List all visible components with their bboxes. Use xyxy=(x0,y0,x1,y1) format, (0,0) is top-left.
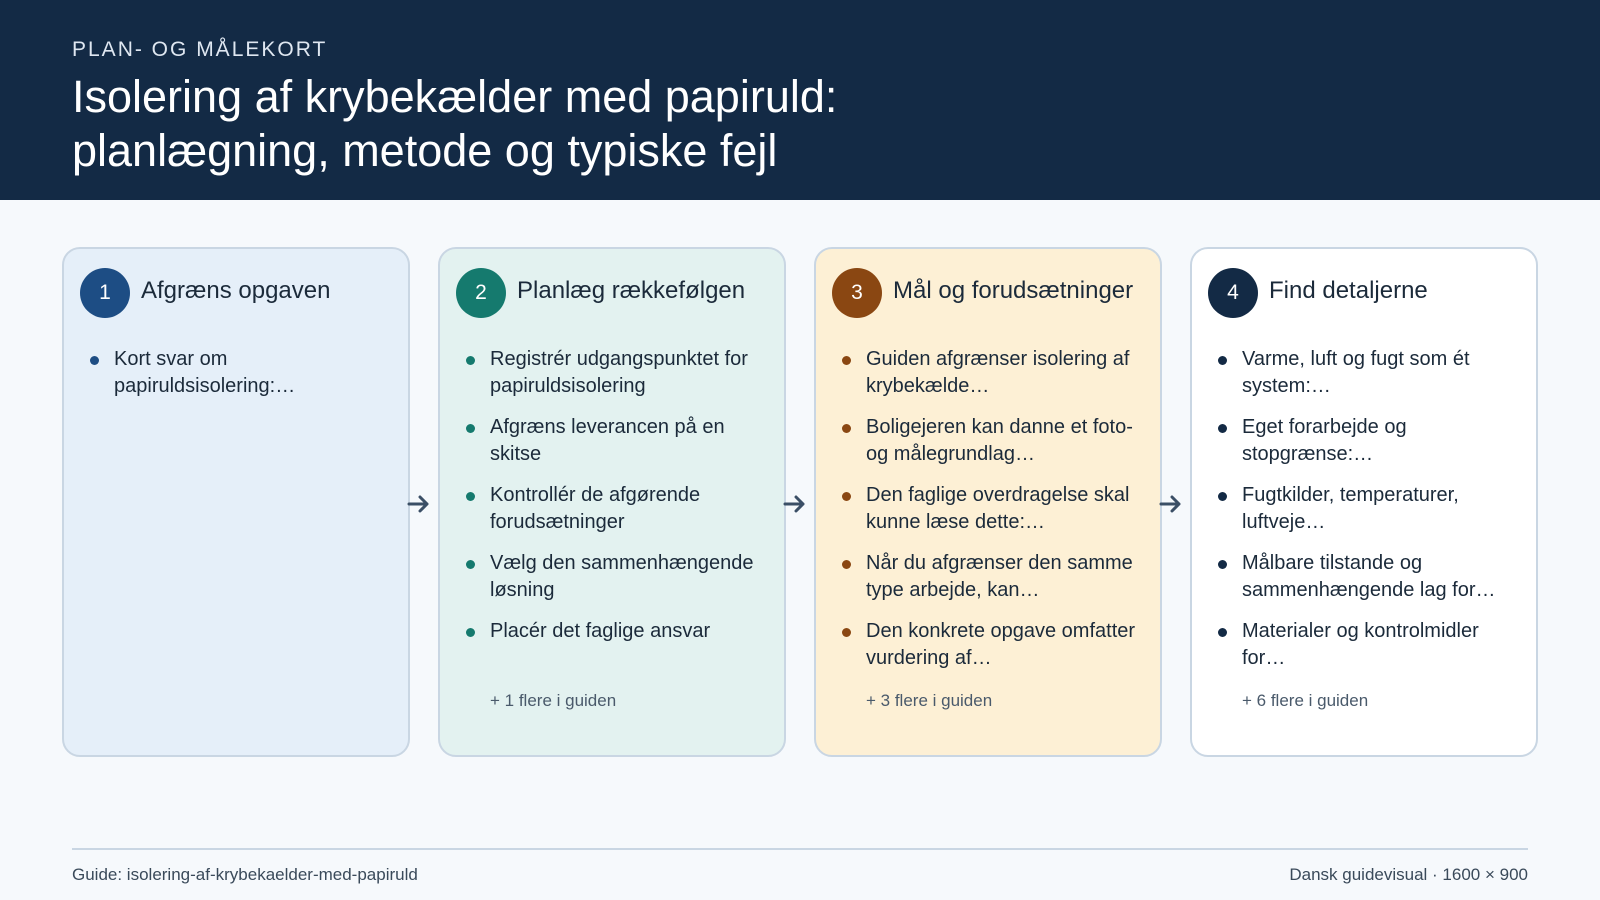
bullet-icon xyxy=(466,560,475,569)
bullet-icon xyxy=(1218,628,1227,637)
list-item: Eget forarbejde og stopgrænse:… xyxy=(1218,414,1522,468)
title-line-2: planlægning, metode og typiske fejl xyxy=(72,125,778,176)
step-card-3 xyxy=(814,247,1162,757)
bullet-icon xyxy=(90,356,99,365)
step-number-badge: 3 xyxy=(832,268,882,318)
more-in-guide-link[interactable]: + 6 flere i guiden xyxy=(1242,691,1369,710)
step-item-list xyxy=(90,346,394,414)
list-item: Kort svar om papiruldsisolering:… xyxy=(90,346,394,400)
list-item: Placér det faglige ansvar xyxy=(466,618,770,645)
more-in-guide-link[interactable]: + 1 flere i guiden xyxy=(490,691,617,710)
header-banner xyxy=(0,0,1600,200)
step-title: Planlæg rækkefølgen xyxy=(517,277,746,304)
arrow-right-icon xyxy=(781,490,809,518)
page-title xyxy=(72,70,1172,178)
step-title: Find detaljerne xyxy=(1269,277,1428,304)
list-item: Boligejeren kan danne et foto- og målegrundlag… xyxy=(842,414,1146,468)
bullet-icon xyxy=(842,628,851,637)
list-item: Varme, luft og fugt som ét system:… xyxy=(1218,346,1522,400)
bullet-icon xyxy=(1218,560,1227,569)
list-item: Materialer og kontrolmidler for… xyxy=(1218,618,1522,672)
bullet-icon xyxy=(466,356,475,365)
bullet-icon xyxy=(842,560,851,569)
step-title: Mål og forudsætninger xyxy=(893,277,1134,304)
bullet-icon xyxy=(1218,492,1227,501)
list-item: Den konkrete opgave omfatter vurdering af… xyxy=(842,618,1146,672)
list-item: Fugtkilder, temperaturer, luftveje… xyxy=(1218,482,1522,536)
eyebrow-label: PLAN- OG MÅLEKORT xyxy=(72,38,328,61)
list-item: Registrér udgangspunktet for papiruldsisolering xyxy=(466,346,770,400)
bullet-icon xyxy=(842,492,851,501)
step-title: Afgræns opgaven xyxy=(141,277,331,304)
bullet-icon xyxy=(842,356,851,365)
bullet-icon xyxy=(466,628,475,637)
title-line-1: Isolering af krybekælder med papiruld: xyxy=(72,71,838,122)
footer-credit: Dansk guidevisual · 1600 × 900 xyxy=(1289,865,1528,884)
list-item: Den faglige overdragelse skal kunne læse dette:… xyxy=(842,482,1146,536)
arrow-right-icon xyxy=(1157,490,1185,518)
list-item: Afgræns leverancen på en skitse xyxy=(466,414,770,468)
list-item: Når du afgrænser den samme type arbejde, kan… xyxy=(842,550,1146,604)
step-card-1 xyxy=(62,247,410,757)
list-item: Vælg den sammenhængende løsning xyxy=(466,550,770,604)
list-item: Kontrollér de afgørende forudsætninger xyxy=(466,482,770,536)
step-number-badge: 4 xyxy=(1208,268,1258,318)
more-in-guide-link[interactable]: + 3 flere i guiden xyxy=(866,691,993,710)
step-item-list xyxy=(466,346,770,659)
bullet-icon xyxy=(466,424,475,433)
arrow-right-icon xyxy=(405,490,433,518)
footer-divider xyxy=(72,848,1528,850)
bullet-icon xyxy=(466,492,475,501)
step-item-list xyxy=(1218,346,1522,686)
footer-guide-slug: Guide: isolering-af-krybekaelder-med-papiruld xyxy=(72,865,418,884)
step-card-2 xyxy=(438,247,786,757)
step-number-badge: 1 xyxy=(80,268,130,318)
list-item: Målbare tilstande og sammenhængende lag for… xyxy=(1218,550,1522,604)
step-item-list xyxy=(842,346,1146,686)
step-card-4 xyxy=(1190,247,1538,757)
bullet-icon xyxy=(1218,356,1227,365)
list-item: Guiden afgrænser isolering af krybekælde… xyxy=(842,346,1146,400)
step-number-badge: 2 xyxy=(456,268,506,318)
bullet-icon xyxy=(842,424,851,433)
bullet-icon xyxy=(1218,424,1227,433)
